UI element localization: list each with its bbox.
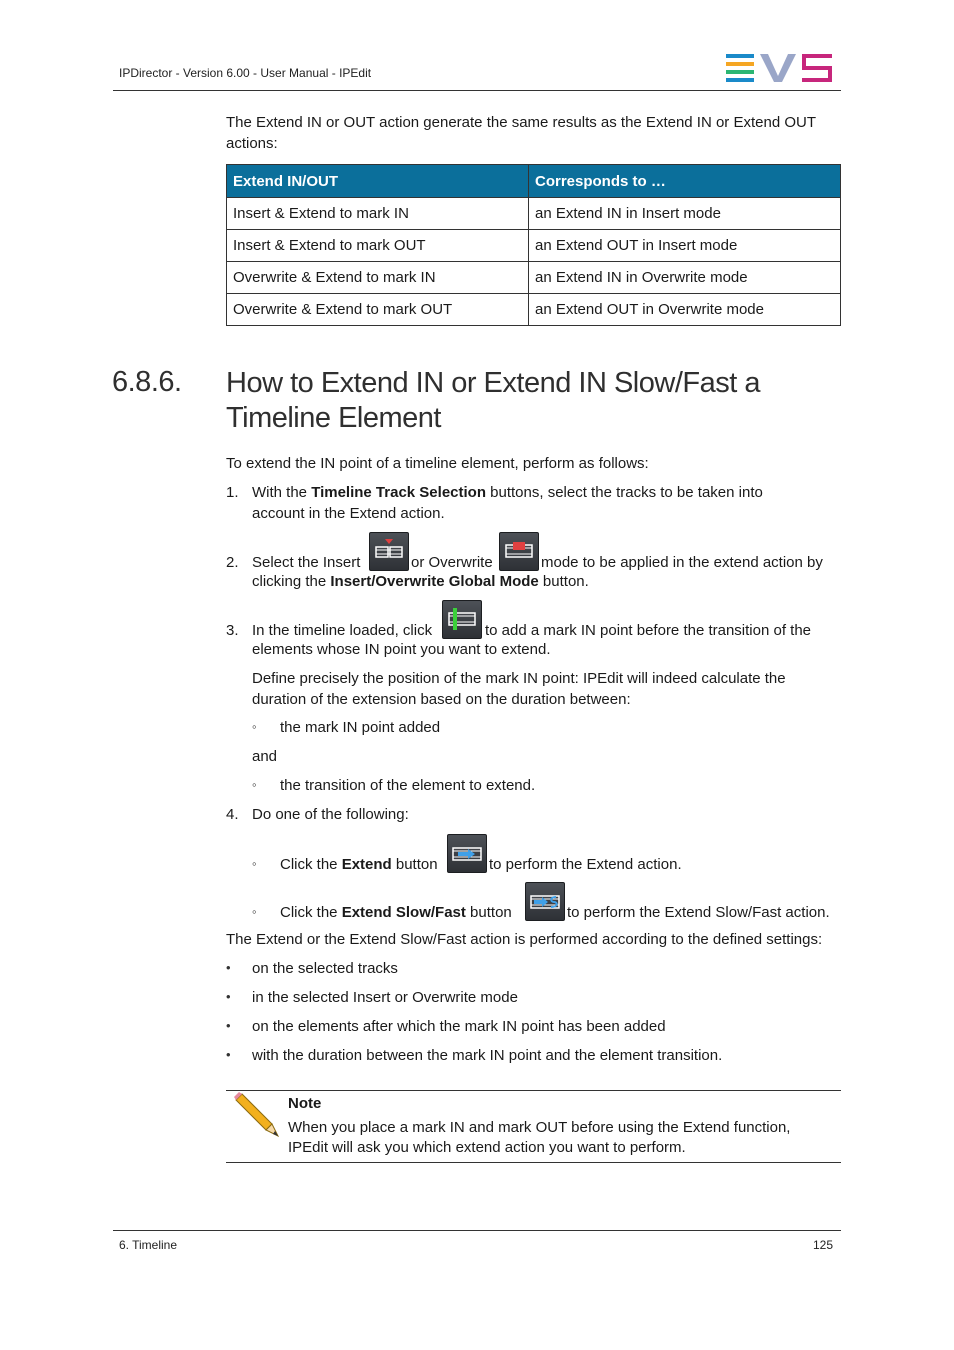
- note-line-1: When you place a mark IN and mark OUT before using the Extend function,: [288, 1119, 791, 1136]
- sub-bullet: ◦: [252, 719, 257, 734]
- note-bottom-rule: [226, 1162, 841, 1163]
- table-cell: an Extend OUT in Insert mode: [529, 230, 841, 262]
- step-4-text: Do one of the following:: [252, 806, 409, 823]
- table-row: [227, 198, 841, 230]
- list-item: on the elements after which the mark IN point has been added: [252, 1018, 666, 1035]
- list-item: on the selected tracks: [252, 960, 398, 977]
- footer-rule: [113, 1230, 841, 1231]
- option-2-text-a: Click the Extend Slow/Fast button: [280, 904, 512, 921]
- footer-page-number: 125: [813, 1238, 834, 1252]
- table-row: [227, 294, 841, 326]
- note-line-2: IPEdit will ask you which extend action you want to perform.: [288, 1139, 686, 1156]
- table-row: [227, 262, 841, 294]
- extend-slow-fast-icon: [525, 882, 565, 921]
- step-3-text-a: In the timeline loaded, click: [252, 622, 433, 639]
- sub-bullet: ◦: [252, 904, 257, 919]
- table-cell: Insert & Extend to mark OUT: [227, 230, 529, 262]
- evs-logo: [726, 54, 834, 82]
- sub-bullet: ◦: [252, 777, 257, 792]
- section-number: 6.8.6.: [112, 366, 182, 398]
- table-header-col1: Extend IN/OUT: [227, 165, 529, 198]
- table-cell: Insert & Extend to mark IN: [227, 198, 529, 230]
- step-3-text-c: elements whose IN point you want to extend.: [252, 641, 551, 658]
- lead-text: To extend the IN point of a timeline element, perform as follows:: [226, 455, 649, 472]
- main-bullet: •: [226, 989, 231, 1004]
- option-2-text-b: to perform the Extend Slow/Fast action.: [567, 904, 830, 921]
- footer-chapter: 6. Timeline: [119, 1238, 178, 1252]
- option-1-text-a: Click the Extend button: [280, 856, 438, 873]
- extend-icon: [447, 834, 487, 873]
- table-cell: an Extend OUT in Overwrite mode: [529, 294, 841, 326]
- main-bullet: •: [226, 1047, 231, 1062]
- insert-mode-icon: [369, 532, 409, 571]
- intro-text: The Extend IN or OUT action generate the same results as the Extend IN or Extend OUT actions:: [226, 114, 816, 152]
- step-1-text: With the Timeline Track Selection buttons, select the tracks to be taken into account in the Extend action.: [252, 484, 763, 522]
- step-2-text-a: Select the Insert: [252, 554, 361, 571]
- step-number: 3.: [226, 622, 239, 639]
- note-title: Note: [288, 1095, 322, 1112]
- table-cell: an Extend IN in Insert mode: [529, 198, 841, 230]
- step-2-text-b: or Overwrite: [411, 554, 493, 571]
- step-number: 2.: [226, 554, 239, 571]
- list-item: in the selected Insert or Overwrite mode: [252, 989, 518, 1006]
- step-3-para-line1: Define precisely the position of the mark IN point: IPEdit will indeed calculate the: [252, 670, 786, 687]
- table-header-col2: Corresponds to …: [529, 165, 841, 198]
- header-rule: [113, 90, 841, 91]
- extend-table: [226, 164, 841, 326]
- main-bullet: •: [226, 960, 231, 975]
- table-row: [227, 230, 841, 262]
- overwrite-mode-icon: [499, 532, 539, 571]
- sub-bullet: ◦: [252, 856, 257, 871]
- sub-item: the mark IN point added: [280, 719, 441, 736]
- step-number: 1.: [226, 484, 239, 501]
- and-text: and: [252, 748, 278, 765]
- option-1-text-b: to perform the Extend action.: [489, 856, 682, 873]
- step-number: 4.: [226, 806, 239, 823]
- step-2-text-d: clicking the Insert/Overwrite Global Mode button.: [252, 573, 589, 590]
- step-2-text-c: mode to be applied in the extend action by: [541, 554, 823, 571]
- table-cell: Overwrite & Extend to mark IN: [227, 262, 529, 294]
- sub-item: the transition of the element to extend.: [280, 777, 536, 794]
- section-title: How to Extend IN or Extend IN Slow/Fast a Timeline Element: [226, 367, 760, 434]
- step-3-para-line2: duration of the extension based on the duration between:: [252, 691, 631, 708]
- table-cell: an Extend IN in Overwrite mode: [529, 262, 841, 294]
- pencil-icon: [232, 1092, 280, 1138]
- main-bullet: •: [226, 1018, 231, 1033]
- list-item: with the duration between the mark IN point and the element transition.: [252, 1047, 723, 1064]
- settings-lead: The Extend or the Extend Slow/Fast action is performed according to the defined settings:: [226, 931, 823, 948]
- step-3-text-b: to add a mark IN point before the transition of the: [485, 622, 812, 639]
- mark-in-icon: [442, 600, 482, 639]
- table-cell: Overwrite & Extend to mark OUT: [227, 294, 529, 326]
- note-top-rule: [226, 1090, 841, 1091]
- header-title: IPDirector - Version 6.00 - User Manual - IPEdit: [119, 66, 372, 80]
